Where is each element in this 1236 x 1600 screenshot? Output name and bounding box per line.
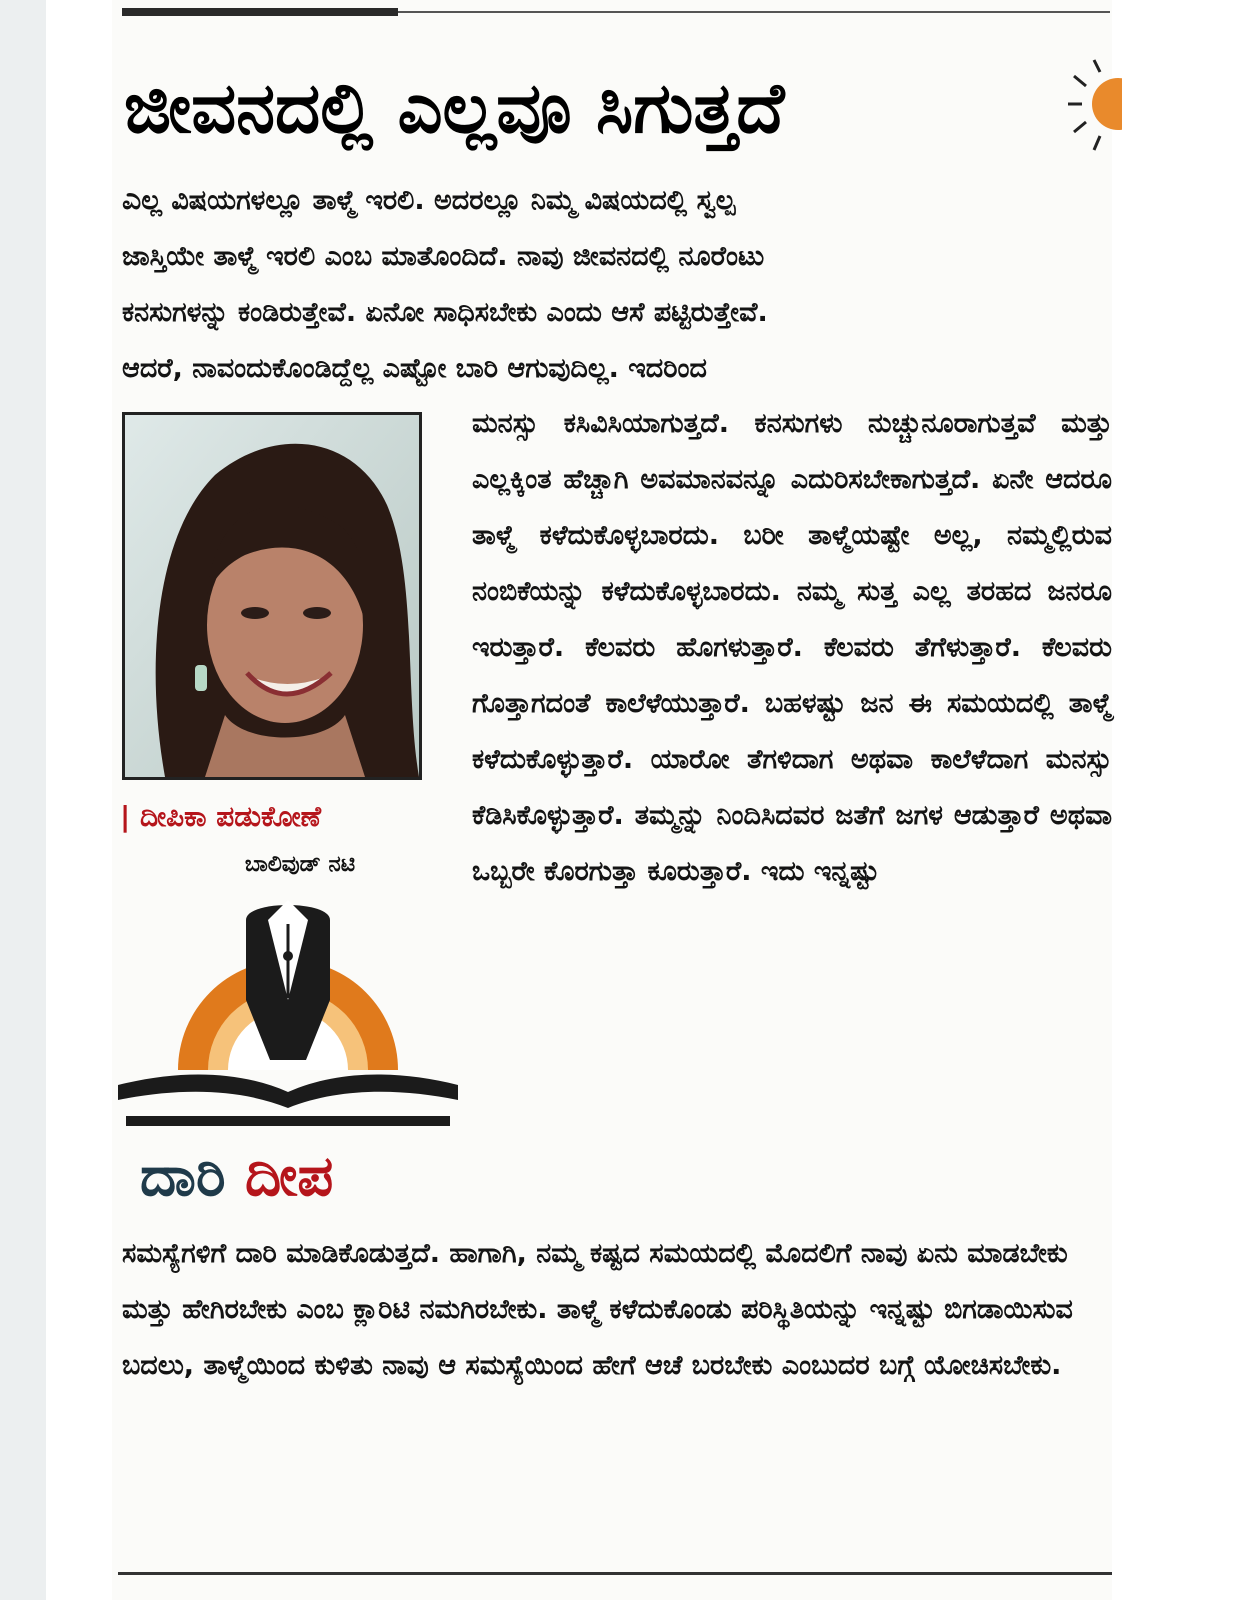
portrait-image xyxy=(125,415,419,777)
byline-name: | ದೀಪಿಕಾ ಪಡುಕೋಣೆ xyxy=(120,800,322,833)
bottom-rule xyxy=(118,1572,1112,1575)
top-rule xyxy=(122,8,398,16)
byline-role: ಬಾಲಿವುಡ್ ನಟಿ xyxy=(244,852,356,877)
right-column-paragraph: ಮನಸ್ಸು ಕಸಿವಿಸಿಯಾಗುತ್ತದೆ. ಕನಸುಗಳು ನುಚ್ಚುನೂರಾಗುತ್ತವೆ ಮತ್ತು ಎಲ್ಲಕ್ಕಿಂತ ಹೆಚ್ಚಾಗಿ ಅವಮಾನವನ್ನೂ ಎದುರಿಸಬೇಕಾಗುತ್ತದೆ. ಏನೇ ಆದರೂ ತಾಳ್ಮೆ ಕಳೆದುಕೊಳ್ಳಬಾರದು. ಬರೀ ತಾಳ್ಮೆಯಷ್ಟೇ ಅಲ್ಲ, ನಮ್ಮಲ್ಲಿರುವ ನಂಬಿಕೆಯನ್ನು ಕಳೆದುಕೊಳ್ಳಬಾರದು. ನಮ್ಮ ಸುತ್ತ ಎಲ್ಲ ತರಹದ ಜನರೂ ಇರುತ್ತಾರೆ. ಕೆಲವರು ಹೊಗಳುತ್ತಾರೆ. ಕೆಲವರು ತೆಗೆಳುತ್ತಾರೆ. ಕೆಲವರು ಗೊತ್ತಾಗದಂತೆ ಕಾಲೆಳೆಯುತ್ತಾರೆ. ಬಹಳಷ್ಟು ಜನ ಈ ಸಮಯದಲ್ಲಿ ತಾಳ್ಮೆ ಕಳೆದುಕೊಳ್ಳುತ್ತಾರೆ. ಯಾರೋ ತೆಗಳಿದಾಗ ಅಥವಾ ಕಾಲೆಳೆದಾಗ ಮನಸ್ಸು ಕೆಡಿಸಿಕೊಳ್ಳುತ್ತಾರೆ. ತಮ್ಮನ್ನು ನಿಂದಿಸಿದವರ ಜತೆಗೆ ಜಗಳ ಆಡುತ್ತಾರೆ ಅಥವಾ ಒಬ್ಬರೇ ಕೊರಗುತ್ತಾ ಕೂರುತ್ತಾರೆ. ಇದು ಇನ್ನಷ್ಟು xyxy=(472,408,1112,887)
sun-icon xyxy=(1062,56,1122,156)
section-title xyxy=(140,1144,450,1210)
section-title-part1: ದಾರಿ xyxy=(140,1144,226,1209)
pen-book-logo-icon xyxy=(118,880,458,1140)
text-line: ಆದರೆ, ನಾವಂದುಕೊಂಡಿದ್ದೆಲ್ಲ ಎಷ್ಟೋ ಬಾರಿ ಆಗುವುದಿಲ್ಲ. ಇದರಿಂದ xyxy=(122,353,707,384)
closing-paragraph: ಸಮಸ್ಯೆಗಳಿಗೆ ದಾರಿ ಮಾಡಿಕೊಡುತ್ತದೆ. ಹಾಗಾಗಿ, ನಮ್ಮ ಕಷ್ಟದ ಸಮಯದಲ್ಲಿ ಮೊದಲಿಗೆ ನಾವು ಏನು ಮಾಡಬೇಕು ಮತ್ತು ಹೇಗಿರಬೇಕು ಎಂಬ ಕ್ಲಾರಿಟಿ ನಮಗಿರಬೇಕು. ತಾಳ್ಮೆ ಕಳೆದುಕೊಂಡು ಪರಿಸ್ಥಿತಿಯನ್ನು ಇನ್ನಷ್ಟು ಬಿಗಡಾಯಿಸುವ ಬದಲು, ತಾಳ್ಮೆಯಿಂದ ಕುಳಿತು ನಾವು ಆ ಸಮಸ್ಯೆಯಿಂದ ಹೇಗೆ ಆಚೆ ಬರಬೇಕು ಎಂಬುದರ ಬಗ್ಗೆ ಯೋಚಿಸಬೇಕು. xyxy=(122,1238,1073,1381)
intro-paragraph xyxy=(122,172,1112,397)
section-title-part2: ದೀಪ xyxy=(245,1144,334,1209)
top-rule-thin xyxy=(398,11,1110,13)
author-photo xyxy=(122,412,422,780)
text-line: ಎಲ್ಲ ವಿಷಯಗಳಲ್ಲೂ ತಾಳ್ಮೆ ಇರಲಿ. ಅದರಲ್ಲೂ ನಿಮ್ಮ ವಿಷಯದಲ್ಲಿ ಸ್ವಲ್ಪ xyxy=(122,182,736,217)
text-line: ಕನಸುಗಳನ್ನು ಕಂಡಿರುತ್ತೇವೆ. ಏನೋ ಸಾಧಿಸಬೇಕು ಎಂದು ಆಸೆ ಪಟ್ಟಿರುತ್ತೇವೆ. xyxy=(122,297,768,328)
drop-cap: ಎ xyxy=(122,182,142,217)
headline: ಜೀವನದಲ್ಲಿ ಎಲ್ಲವೂ ಸಿಗುತ್ತದೆ xyxy=(124,67,785,149)
scan-margin xyxy=(0,0,46,1600)
text-line: ಜಾಸ್ತಿಯೇ ತಾಳ್ಮೆ ಇರಲಿ ಎಂಬ ಮಾತೊಂದಿದೆ. ನಾವು ಜೀವನದಲ್ಲಿ ನೂರೆಂಟು xyxy=(122,241,765,272)
